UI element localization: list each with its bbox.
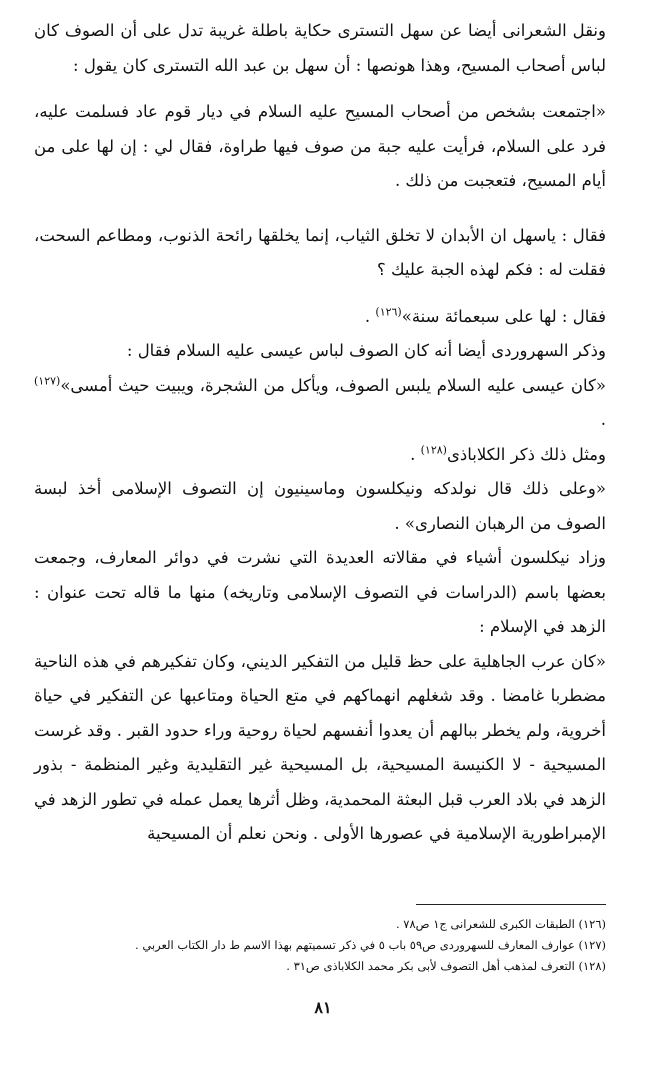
paragraph-seven-hundred-years-text: فقال : لها على سبعمائة سنة» bbox=[401, 306, 606, 326]
footnote-ref-127: (١٢٧) bbox=[34, 374, 61, 387]
footnote-127: (١٢٧) عوارف المعارف للسهروردى ص٥٩ باب ٥ في ذكر تسميتهم بهذا الاسم ط دار الكتاب العربي . bbox=[135, 938, 606, 952]
body-text bbox=[34, 14, 606, 852]
paragraph-quote-garments: فقال : ياسهل ان الأبدان لا تخلق الثياب، إنما يخلقها رائحة الذنوب، ومطاعم السحت، فقلت له : فكم لهذه الجبة عليك ؟ bbox=[34, 225, 606, 279]
footnote-ref-128: (١٢٨) bbox=[420, 443, 447, 456]
paragraph-seven-hundred-years bbox=[34, 300, 606, 335]
footnotes bbox=[34, 914, 606, 977]
paragraph-isa-quote bbox=[34, 369, 606, 438]
footnote-128: (١٢٨) التعرف لمذهب أهل التصوف لأبى بكر محمد الكلاباذى ص٣١ . bbox=[286, 959, 606, 973]
footnote-separator bbox=[416, 904, 606, 905]
paragraph-nicholson-quote: «كان عرب الجاهلية على حظ قليل من التفكير الديني، وكان تفكيرهم في هذه الناحية مضطربا غامضا . وقد شغلهم انهماكهم في متع الحياة ومتاعبها عن التفكير في حياة أخروية، ولم يخطر ببالهم أن يعدوا أنفسهم لحياة روحية وراء حدود القبر . وقد غرست المسيحية - لا الكنيسة المسيحية، بل المسيحية غير التقليدية وغير المنظمة - بذور الزهد في بلاد العرب قبل البعثة المحمدية، وظل أثرها يعمل عمله في تطور الزهد في الإمبراطورية الإسلامية في عصورها الأولى . ونحن نعلم أن المسيحية bbox=[34, 651, 606, 843]
paragraph-nicholson: وزاد نيكلسون أشياء في مقالاته العديدة التي نشرت في دوائر المعارف، وجمعت بعضها باسم (الدراسات في التصوف الإسلامى وتاريخه) منها ما قاله تحت عنوان : الزهد في الإسلام : bbox=[34, 548, 606, 636]
paragraph-end-127: . bbox=[600, 410, 606, 429]
footnote-ref-126: (١٢٦) bbox=[375, 305, 402, 318]
footnote-126: (١٢٦) الطبقات الكبرى للشعرانى ج١ ص٧٨ . bbox=[395, 917, 606, 931]
paragraph-kalabadhi bbox=[34, 438, 606, 473]
paragraph-suhrawardi: وذكر السهروردى أيضا أنه كان الصوف لباس عيسى عليه السلام فقال : bbox=[126, 341, 606, 360]
paragraph-quote-meeting: «اجتمعت بشخص من أصحاب المسيح عليه السلام في ديار قوم عاد فسلمت عليه، فرد على السلام، فرأيت عليه جبة من صوف فيها طراوة، فقال لي : إن لها على من أيام المسيح، فتعجبت من ذلك . bbox=[34, 102, 606, 190]
paragraph-kalabadhi-text: ومثل ذلك ذكر الكلاباذى bbox=[446, 444, 606, 464]
paragraph-orientalists: «وعلى ذلك قال نولدكه ونيكلسون وماسينيون إن التصوف الإسلامى أخذ لبسة الصوف من الرهبان النصارى» . bbox=[34, 479, 606, 533]
paragraph-end-128: . bbox=[410, 444, 421, 464]
paragraph-isa-quote-text: «كان عيسى عليه السلام يلبس الصوف، ويأكل من الشجرة، ويبيت حيث أمسى» bbox=[60, 375, 606, 395]
paragraph-end-126: . bbox=[364, 306, 376, 326]
paragraph-sahl-intro: ونقل الشعرانى أيضا عن سهل التسترى حكاية باطلة غريبة تدل على أن الصوف كان لباس أصحاب المسيح، وهذا هونصها : أن سهل بن عبد الله التسترى كان يقول : bbox=[34, 21, 606, 75]
page-number: ٨١ bbox=[314, 998, 332, 1017]
